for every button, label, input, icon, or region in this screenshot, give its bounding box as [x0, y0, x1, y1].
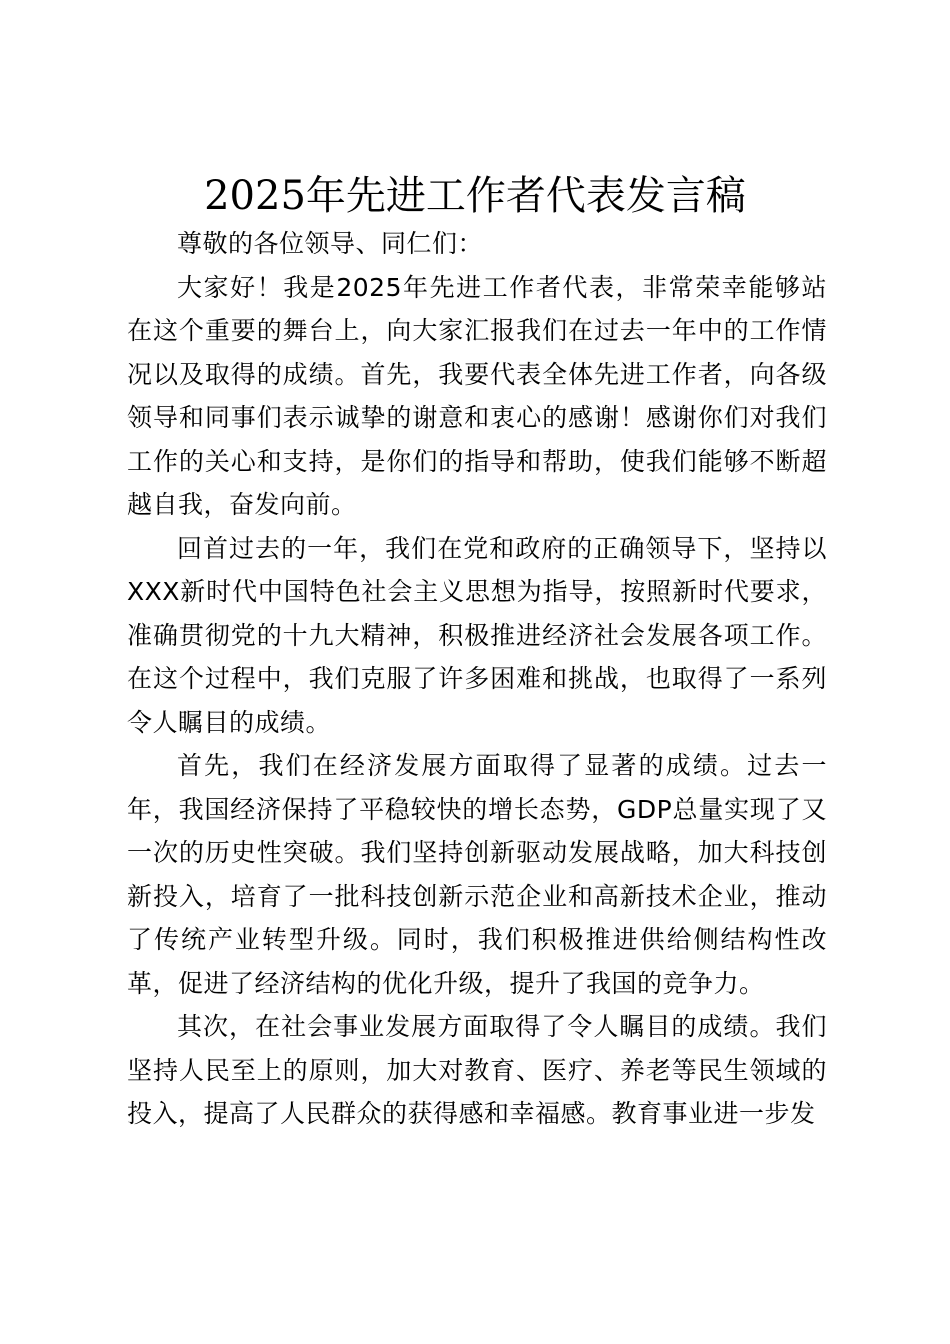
document-body: [127, 222, 827, 1136]
body-paragraph: 其次，在社会事业发展方面取得了令人瞩目的成绩。我们坚持人民至上的原则，加大对教育、医疗、养老等民生领域的投入，提高了人民群众的获得感和幸福感。教育事业进一步发: [127, 1012, 827, 1128]
body-paragraph: 首先，我们在经济发展方面取得了显著的成绩。过去一年，我国经济保持了平稳较快的增长态势，GDP总量实现了又一次的历史性突破。我们坚持创新驱动发展战略，加大科技创新投入，培育了一批科技创新示范企业和高新技术企业，推动了传统产业转型升级。同时，我们积极推进供给侧结构性改革，促进了经济结构的优化升级，提升了我国的竞争力。: [127, 751, 827, 998]
body-paragraph: 回首过去的一年，我们在党和政府的正确领导下，坚持以XXX新时代中国特色社会主义思想为指导，按照新时代要求，准确贯彻党的十九大精神，积极推进经济社会发展各项工作。在这个过程中，我们克服了许多困难和挑战，也取得了一系列令人瞩目的成绩。: [127, 533, 827, 737]
salutation-paragraph: 尊敬的各位领导、同仁们：: [177, 229, 484, 258]
body-paragraph: 大家好！我是2025年先进工作者代表，非常荣幸能够站在这个重要的舞台上，向大家汇报我们在过去一年中的工作情况以及取得的成绩。首先，我要代表全体先进工作者，向各级领导和同事们表示诚挚的谢意和衷心的感谢！感谢你们对我们工作的关心和支持，是你们的指导和帮助，使我们能够不断超越自我，奋发向前。: [127, 272, 827, 519]
document-title: 2025年先进工作者代表发言稿: [204, 173, 746, 219]
